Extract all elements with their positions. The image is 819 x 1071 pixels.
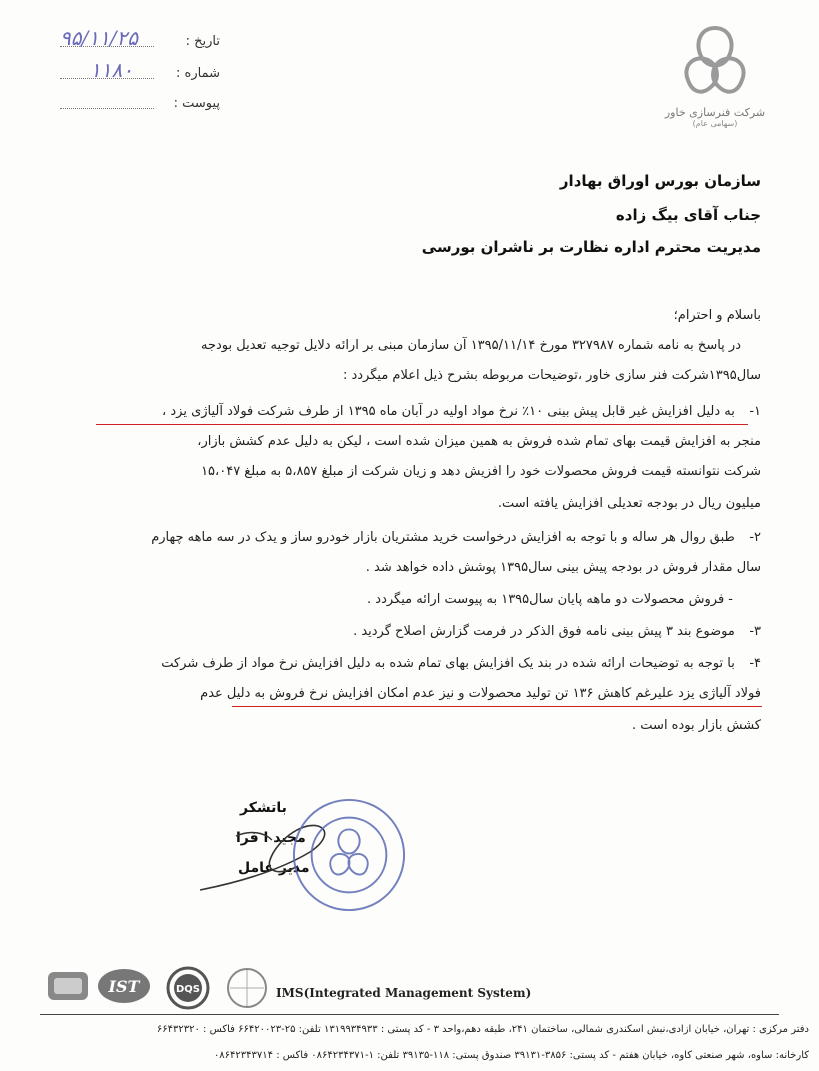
date-field xyxy=(60,26,220,50)
dqs-label: DQS xyxy=(175,984,201,995)
item-2-line-1: طبق روال هر ساله و با توجه به افزایش درخواست خرید مشتریان بازار خودرو ساز و یدک در سه ماهه چهارم xyxy=(151,530,735,545)
date-label: تاریخ : xyxy=(185,34,220,49)
item-1-line-3: شرکت نتوانسته قیمت فروش محصولات خود را افزیش دهد و زیان شرکت از مبلغ ۵،۸۵۷ به مبلغ ۱۵،۰۴۷ xyxy=(201,464,761,479)
addressee-department: مدیریت محترم اداره نظارت بر ناشران بورسی xyxy=(421,238,761,256)
date-value: ۹۵/۱۱/۲۵ xyxy=(60,26,138,50)
iqnet-logo-icon xyxy=(222,966,272,1010)
sub-item: - فروش محصولات دو ماهه پایان سال۱۳۹۵ به پیوست ارائه میگردد . xyxy=(367,592,733,607)
company-stamp-icon xyxy=(290,796,408,914)
ist-logo-icon xyxy=(96,966,152,1010)
item-4-number: ۴- xyxy=(749,656,761,671)
item-1-number: ۱- xyxy=(749,404,761,419)
item-1-line-2: منجر به افزایش قیمت بهای تمام شده فروش به همین میزان شده است ، لیکن به دلیل عدم کشش بازار، xyxy=(197,434,761,449)
item-4-line-3: کشش بازار بوده است . xyxy=(632,718,761,733)
cert-mark-icon xyxy=(46,966,92,1006)
intro-line-2: سال۱۳۹۵شرکت فنر سازی خاور ،توضیحات مربوطه بشرح ذیل اعلام میگردد : xyxy=(342,368,761,383)
signature-closing: باتشکر xyxy=(240,800,287,816)
item-3-number: ۳- xyxy=(749,624,761,639)
attachment-label: پیوست : xyxy=(173,96,220,111)
cert-logo-iqnet xyxy=(222,966,272,1014)
item-4 xyxy=(58,654,761,674)
item-2-line-2: سال مقدار فروش در بودجه پیش بینی سال۱۳۹۵ پوشش داده خواهد شد . xyxy=(365,560,761,575)
item-1-line-1: به دلیل افزایش غیر قابل پیش بینی ۱۰٪ نرخ مواد اولیه در آبان ماه ۱۳۹۵ از طرف شرکت فولاد آلیاژی یزد ، xyxy=(162,404,735,419)
greeting: باسلام و احترام؛ xyxy=(673,308,761,323)
addressee-org: سازمان بورس اوراق بهادار xyxy=(559,172,761,190)
red-underline-2 xyxy=(232,706,762,707)
trefoil-logo-icon xyxy=(670,22,760,100)
item-3-line-1: موضوع بند ۳ پیش بینی نامه فوق الذکر در فرمت گزارش اصلاح گردید . xyxy=(353,624,735,639)
company-name: شرکت فنرسازی خاور xyxy=(664,106,766,119)
company-logo xyxy=(660,22,770,128)
item-2 xyxy=(58,528,761,548)
ist-label: IST xyxy=(108,977,140,996)
footer-factory: کارخانه: ساوه، شهر صنعتی کاوه، خیابان هفتم - کد پستی: ۳۸۵۶-۳۹۱۳۱ صندوق پستی: ۱۱۸-۳۹۱۳۵ تلفن: ۱-۰۸۶۴۲۳۴۳۷۱ فاکس : ۰۸۶۴۲۳۴۳۷۱۴ xyxy=(213,1050,809,1061)
addressee-person: جناب آقای بیگ زاده xyxy=(615,206,761,224)
item-2-number: ۲- xyxy=(749,530,761,545)
cert-logo-dqs xyxy=(160,966,216,1014)
number-field xyxy=(60,58,220,82)
item-4-line-1: با توجه به توضیحات ارائه شده در بند یک افزایش بهای تمام شده به دلیل افزایش نرخ مواد از طرف شرکت xyxy=(161,656,735,671)
dqs-logo-icon xyxy=(160,966,216,1010)
intro-line-1: در پاسخ به نامه شماره ۳۲۷۹۸۷ مورخ ۱۳۹۵/۱۱/۱۴ آن سازمان مبنی بر ارائه دلایل توجیه تعدیل بودجه xyxy=(200,338,741,353)
footer-divider xyxy=(40,1014,779,1015)
item-1-line-4: میلیون ریال در بودجه تعدیلی افزایش یافته است. xyxy=(497,496,761,511)
item-4-line-2: فولاد آلیاژی یزد علیرغم کاهش ۱۳۶ تن تولید محصولات و نیز عدم امکان افزایش نرخ فروش به دلیل عدم xyxy=(200,686,761,701)
number-label: شماره : xyxy=(176,66,220,81)
attachment-field xyxy=(60,96,220,111)
company-type: (سهامی عام) xyxy=(692,119,738,128)
item-3 xyxy=(58,622,761,642)
signature-name: مجید ا فرا xyxy=(236,830,306,846)
red-underline-1 xyxy=(96,424,748,425)
item-1 xyxy=(58,402,761,422)
footer-head-office: دفتر مرکزی : تهران، خیابان آزادی،نبش اسکندری شمالی، ساختمان ۲۴۱، طبقه دهم،واحد ۳ - کد پستی : ۱۳۱۹۹۳۴۹۳۳ تلفن: ۲۵-۶۶۴۲۰۰۲۳ فاکس : ۶۶۴۳۲۳۲۰ xyxy=(156,1024,809,1035)
cert-logo-1 xyxy=(46,966,92,1010)
cert-logo-ist xyxy=(96,966,152,1014)
number-value: ۱۱۸۰ xyxy=(90,58,133,82)
signature-title: مدیر عامل xyxy=(238,860,310,876)
ims-label: IMS(Integrated Management System) xyxy=(276,986,532,1000)
